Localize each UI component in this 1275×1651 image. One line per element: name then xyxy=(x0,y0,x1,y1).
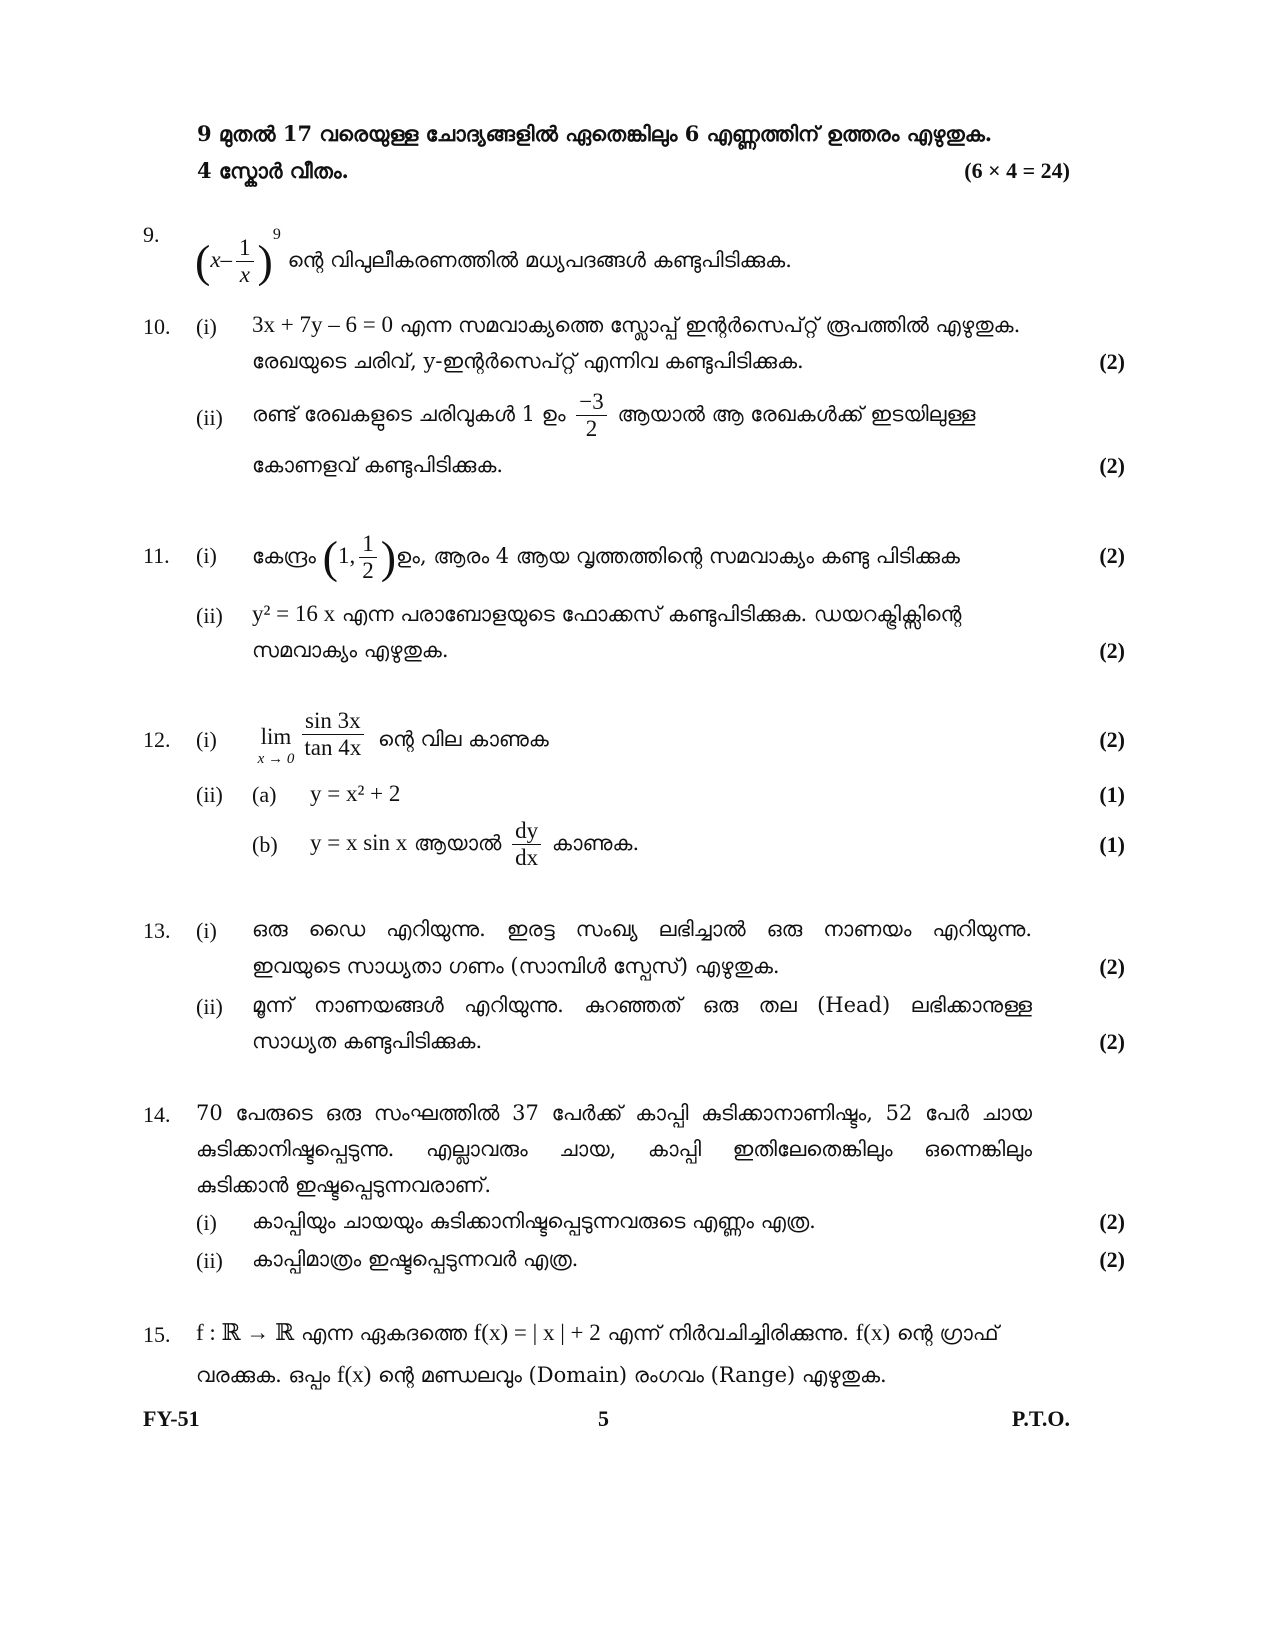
question-9 xyxy=(195,200,792,297)
q10-i-text: എന്ന സമവാക്യത്തെ സ്ലോപ്പ് ഇന്റർസെപ്റ്റ് രൂപത്തിൽ എഴുതുക. xyxy=(399,313,1021,337)
question-number-15: 15. xyxy=(143,1322,171,1347)
q12-b-line xyxy=(310,812,639,874)
q12-i-marks: (2) xyxy=(1099,727,1125,752)
q10-i-line-1 xyxy=(252,312,1020,338)
q11-i-pre: കേന്ദ്രം xyxy=(252,544,316,568)
q12-a-equation: y = x² + 2 xyxy=(310,781,401,806)
q13-ii-line-1: മൂന്ന് നാണയങ്ങൾ എറിയുന്നു. കുറഞ്ഞത് ഒരു തല (Head) ലഭിക്കാനുള്ള xyxy=(252,993,1032,1017)
q13-i-line-2: ഇവയുടെ സാധ്യതാ ഗണം (സാമ്പിൾ സ്പേസ്) എഴുതുക. xyxy=(252,954,780,978)
q11-i-label: (i) xyxy=(196,543,217,568)
q14-line-1: 70 പേരുടെ ഒരു സംഘത്തിൽ 37 പേർക്ക് കാപ്പി കുടിക്കാനാണിഷ്ടം, 52 പേർ ചായ xyxy=(196,1101,1032,1125)
q15-line-2 xyxy=(196,1362,887,1388)
q12-b-marks: (1) xyxy=(1099,832,1125,857)
q12-b-frac-denominator: dx xyxy=(515,845,539,870)
question-number-12: 12. xyxy=(143,727,171,752)
q14-line-3: കുടിക്കാൻ ഇഷ്ടപ്പെടുന്നവരാണ്. xyxy=(196,1173,492,1197)
instructions-line-2: 4 സ്കോർ വീതം. xyxy=(197,158,349,183)
q12-a-marks: (1) xyxy=(1099,782,1125,807)
footer-pto: P.T.O. xyxy=(1011,1406,1070,1431)
footer-code: FY-51 xyxy=(143,1406,200,1431)
q11-ii-line-1 xyxy=(252,601,961,627)
q14-i-text: കാപ്പിയും ചായയും കുടിക്കാനിഷ്ടപ്പെടുന്നവരുടെ എണ്ണം എത്ര. xyxy=(252,1209,816,1233)
q9-frac-denominator: x xyxy=(239,262,250,287)
q12-i-label: (i) xyxy=(196,727,217,752)
q12-limit xyxy=(252,724,300,768)
footer-page-number: 5 xyxy=(598,1406,609,1431)
question-number-9: 9. xyxy=(143,222,160,247)
q12-a-label: (a) xyxy=(252,782,277,807)
q10-ii-marks: (2) xyxy=(1099,453,1125,478)
q12-b-post: കാണുക. xyxy=(551,831,640,855)
q11-i-frac-numerator: 1 xyxy=(359,531,377,558)
q13-ii-line-2: സാധ്യത കണ്ടുപിടിക്കുക. xyxy=(252,1029,483,1053)
q12-i-fraction xyxy=(302,708,364,761)
q13-i-line-1: ഒരു ഡൈ എറിയുന്നു. ഇരട്ട സംഖ്യ ലഭിച്ചാൽ ഒരു നാണയം എറിയുന്നു. xyxy=(252,917,1032,941)
q10-ii-frac-denominator: 2 xyxy=(585,416,598,441)
q12-b-frac-numerator: dy xyxy=(512,818,541,845)
q13-ii-marks: (2) xyxy=(1099,1029,1125,1054)
q11-i-post: ഉം, ആരം 4 ആയ വൃത്തത്തിന്റെ സമവാക്യം കണ്ടു പിടിക്കുക xyxy=(396,544,960,568)
q11-i-line xyxy=(252,521,960,593)
q15-text-a: എന്ന ഏകദത്തെ xyxy=(300,1321,467,1345)
instructions-marks: (6 × 4 = 24) xyxy=(964,158,1070,183)
q14-ii-text: കാപ്പിമാത്രം ഇഷ്ടപ്പെടുന്നവർ എത്ര. xyxy=(252,1247,579,1271)
q15-text-b: എന്ന് നിർവചിച്ചിരിക്കുന്നു. xyxy=(607,1321,849,1345)
q14-i-label: (i) xyxy=(196,1210,217,1235)
open-paren: ( xyxy=(322,531,338,583)
close-paren: ) xyxy=(257,235,273,287)
open-paren: ( xyxy=(195,235,211,287)
q12-b-mid: ആയാൽ xyxy=(414,831,502,855)
q9-text: ന്റെ വിപുലീകരണത്തിൽ മധ്യപദങ്ങൾ കണ്ടുപിടിക്കുക. xyxy=(287,248,792,272)
close-paren: ) xyxy=(380,531,397,583)
q9-minus: – xyxy=(220,247,233,272)
q11-ii-label: (ii) xyxy=(196,603,223,628)
q10-i-equation: 3x + 7y – 6 = 0 xyxy=(252,312,393,337)
q11-i-frac-denominator: 2 xyxy=(362,558,374,583)
q10-ii-line-1 xyxy=(252,385,975,443)
question-number-14: 14. xyxy=(143,1102,171,1127)
q11-ii-text: എന്ന പരാബോളയുടെ ഫോക്കസ് കണ്ടുപിടിക്കുക. ഡയറക്ട്രിക്സിന്റെ xyxy=(341,602,962,626)
q15-line-1 xyxy=(196,1320,999,1346)
q11-ii-equation: y² = 16 x xyxy=(252,601,336,626)
q15-mapping: f : ℝ → ℝ xyxy=(196,1320,295,1345)
q12-i-text: ന്റെ വില കാണുക xyxy=(378,727,549,751)
q9-x: x xyxy=(210,247,221,272)
q10-i-line-2: രേഖയുടെ ചരിവ്, y-ഇന്റർസെപ്റ്റ് എന്നിവ കണ്ടുപിടിക്കുക. xyxy=(252,349,804,373)
q9-frac-numerator: 1 xyxy=(236,235,254,262)
q15-text-d: വരക്കുക. ഒപ്പം xyxy=(196,1363,331,1387)
q10-i-label: (i) xyxy=(196,314,217,339)
q13-i-marks: (2) xyxy=(1099,954,1125,979)
q12-i-frac-denominator: tan 4x xyxy=(304,735,362,760)
q10-ii-label: (ii) xyxy=(196,405,223,430)
q15-text-e: ന്റെ മണ്ഡലവും (Domain) രംഗവം (Range) എഴുതുക. xyxy=(378,1363,887,1387)
q13-ii-label: (ii) xyxy=(196,994,223,1019)
question-number-11: 11. xyxy=(143,543,170,568)
q12-b-equation: y = x sin x xyxy=(310,830,408,855)
q11-i-marks: (2) xyxy=(1099,543,1125,568)
instructions-line-1: 9 മുതൽ 17 വരെയുള്ള ചോദ്യങ്ങളിൽ ഏതെങ്കിലും 6 എണ്ണത്തിന് ഉത്തരം എഴുതുക. xyxy=(197,121,993,146)
q12-b-fraction xyxy=(512,818,541,871)
q12-ii-label: (ii) xyxy=(196,782,223,807)
q15-fx-2: f(x) xyxy=(336,1362,372,1387)
q14-i-marks: (2) xyxy=(1099,1209,1125,1234)
q14-line-2: കുടിക്കാനിഷ്ടപ്പെടുന്നു. എല്ലാവരും ചായ, കാപ്പി ഇതിലേതെങ്കിലും ഒന്നെങ്കിലും xyxy=(196,1137,1032,1161)
q10-ii-post: ആയാൽ ആ രേഖകൾക്ക് ഇടയിലുള്ള xyxy=(617,402,976,426)
q14-ii-label: (ii) xyxy=(196,1248,223,1273)
q12-b-label: (b) xyxy=(252,832,278,857)
q13-i-label: (i) xyxy=(196,918,217,943)
q9-fraction xyxy=(236,235,254,288)
q10-ii-frac-numerator: −3 xyxy=(576,389,606,416)
q12-lim-sub: x → 0 xyxy=(257,751,295,767)
q15-fx: f(x) xyxy=(855,1320,891,1345)
q10-ii-pre: രണ്ട് രേഖകളുടെ ചരിവുകൾ 1 ഉം xyxy=(252,402,566,426)
q15-function-definition: f(x) = | x | + 2 xyxy=(473,1320,601,1345)
q12-i-frac-numerator: sin 3x xyxy=(302,708,364,735)
q11-ii-marks: (2) xyxy=(1099,638,1125,663)
q11-i-one: 1, xyxy=(337,543,356,568)
question-number-10: 10. xyxy=(143,314,171,339)
question-number-13: 13. xyxy=(143,918,171,943)
q12-lim: lim xyxy=(260,724,292,749)
q10-ii-line-2: കോണളവ് കണ്ടുപിടിക്കുക. xyxy=(252,453,504,477)
q9-power: 9 xyxy=(272,226,281,243)
q14-ii-marks: (2) xyxy=(1099,1247,1125,1272)
q11-ii-line-2: സമവാക്യം എഴുതുക. xyxy=(252,638,449,662)
q10-ii-fraction xyxy=(576,389,606,442)
q15-text-c: ന്റെ ഗ്രാഫ് xyxy=(896,1321,999,1345)
q11-i-fraction xyxy=(359,531,377,584)
q10-i-marks: (2) xyxy=(1099,349,1125,374)
